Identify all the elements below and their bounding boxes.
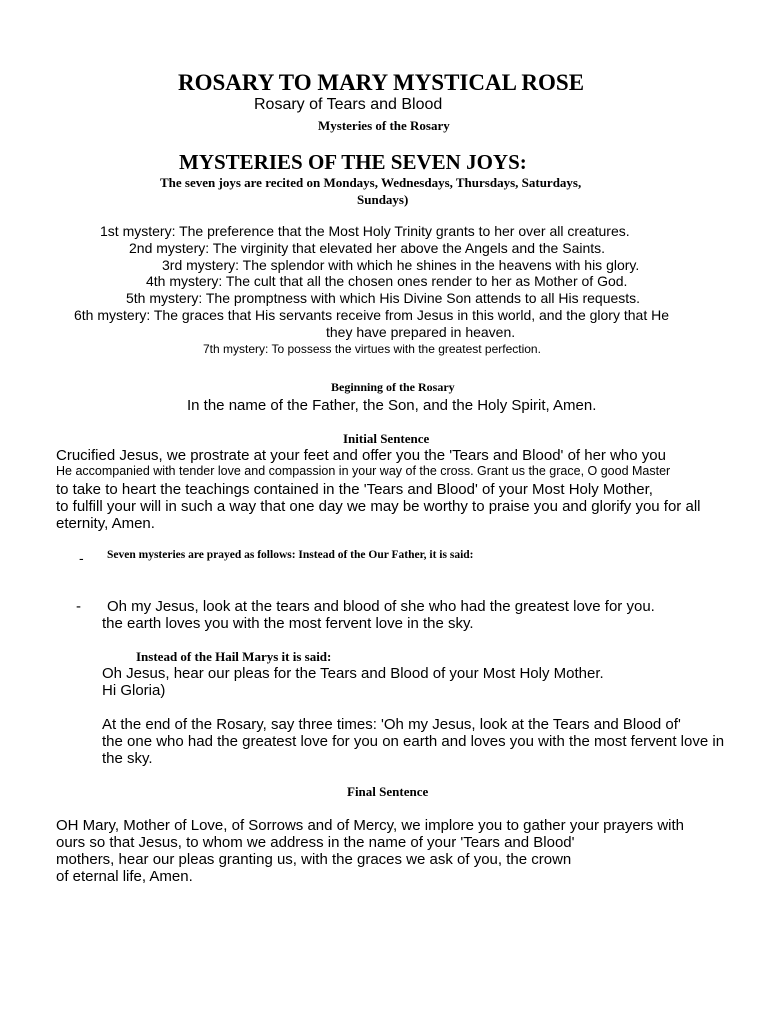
initial-line-2: He accompanied with tender love and compassion in your way of the cross. Grant us the grace, O good Master (56, 464, 671, 478)
mystery-2: 2nd mystery: The virginity that elevated her above the Angels and the Saints. (129, 240, 606, 256)
end-line-3: the sky. (102, 750, 153, 767)
beginning-text: In the name of the Father, the Son, and the Holy Spirit, Amen. (187, 397, 597, 414)
final-line-3: mothers, hear our pleas granting us, with the graces we ask of you, the crown (56, 851, 572, 868)
initial-line-3: to take to heart the teachings contained in the 'Tears and Blood' of your Most Holy Mother, (56, 481, 653, 498)
mystery-6-line2: they have prepared in heaven. (326, 324, 516, 340)
bullet-2-line1: Oh my Jesus, look at the tears and blood of she who had the greatest love for you. (107, 598, 655, 615)
final-line-2: ours so that Jesus, to whom we address in the name of your 'Tears and Blood' (56, 834, 575, 851)
bullet-dash-2: - (76, 598, 81, 615)
initial-line-1: Crucified Jesus, we prostrate at your feet and offer you the 'Tears and Blood' of her who you (56, 447, 666, 464)
end-line-1: At the end of the Rosary, say three times: 'Oh my Jesus, look at the Tears and Blood of' (102, 716, 681, 733)
hail-line-2: Hi Gloria) (102, 682, 166, 699)
hail-heading: Instead of the Hail Marys it is said: (136, 649, 332, 664)
mystery-1: 1st mystery: The preference that the Most Holy Trinity grants to her over all creatures. (100, 223, 630, 239)
mystery-5: 5th mystery: The promptness with which His Divine Son attends to all His requests. (126, 290, 641, 306)
joys-heading: MYSTERIES OF THE SEVEN JOYS: (179, 150, 527, 174)
initial-line-5: eternity, Amen. (56, 515, 155, 532)
bullet-dash-1: - (79, 550, 84, 566)
mystery-6-line1: 6th mystery: The graces that His servants receive from Jesus in this world, and the glory that He (74, 307, 669, 323)
hail-line-1: Oh Jesus, hear our pleas for the Tears and Blood of your Most Holy Mother. (102, 665, 604, 682)
beginning-heading: Beginning of the Rosary (331, 380, 455, 394)
initial-line-4: to fulfill your will in such a way that one day we may be worthy to praise you and glorify you for all (56, 498, 701, 515)
bullet-2-line2: the earth loves you with the most fervent love in the sky. (102, 615, 474, 632)
mystery-7: 7th mystery: To possess the virtues with the greatest perfection. (203, 342, 541, 356)
final-line-1: OH Mary, Mother of Love, of Sorrows and of Mercy, we implore you to gather your prayers with (56, 817, 685, 834)
mystery-3: 3rd mystery: The splendor with which he shines in the heavens with his glory. (162, 257, 640, 273)
section-label: Mysteries of the Rosary (318, 118, 450, 133)
initial-heading: Initial Sentence (343, 431, 430, 446)
mystery-4: 4th mystery: The cult that all the chosen ones render to her as Mother of God. (146, 273, 628, 289)
end-line-2: the one who had the greatest love for you on earth and loves you with the most fervent love in (102, 733, 725, 750)
document-title: ROSARY TO MARY MYSTICAL ROSE (178, 70, 585, 95)
final-line-4: of eternal life, Amen. (56, 868, 193, 885)
bullet-1-text: Seven mysteries are prayed as follows: Instead of the Our Father, it is said: (107, 549, 474, 561)
joys-note-line1: The seven joys are recited on Mondays, Wednesdays, Thursdays, Saturdays, (160, 175, 582, 190)
joys-note-line2: Sundays) (357, 192, 409, 207)
final-heading: Final Sentence (347, 784, 429, 799)
document-subtitle: Rosary of Tears and Blood (254, 96, 443, 113)
